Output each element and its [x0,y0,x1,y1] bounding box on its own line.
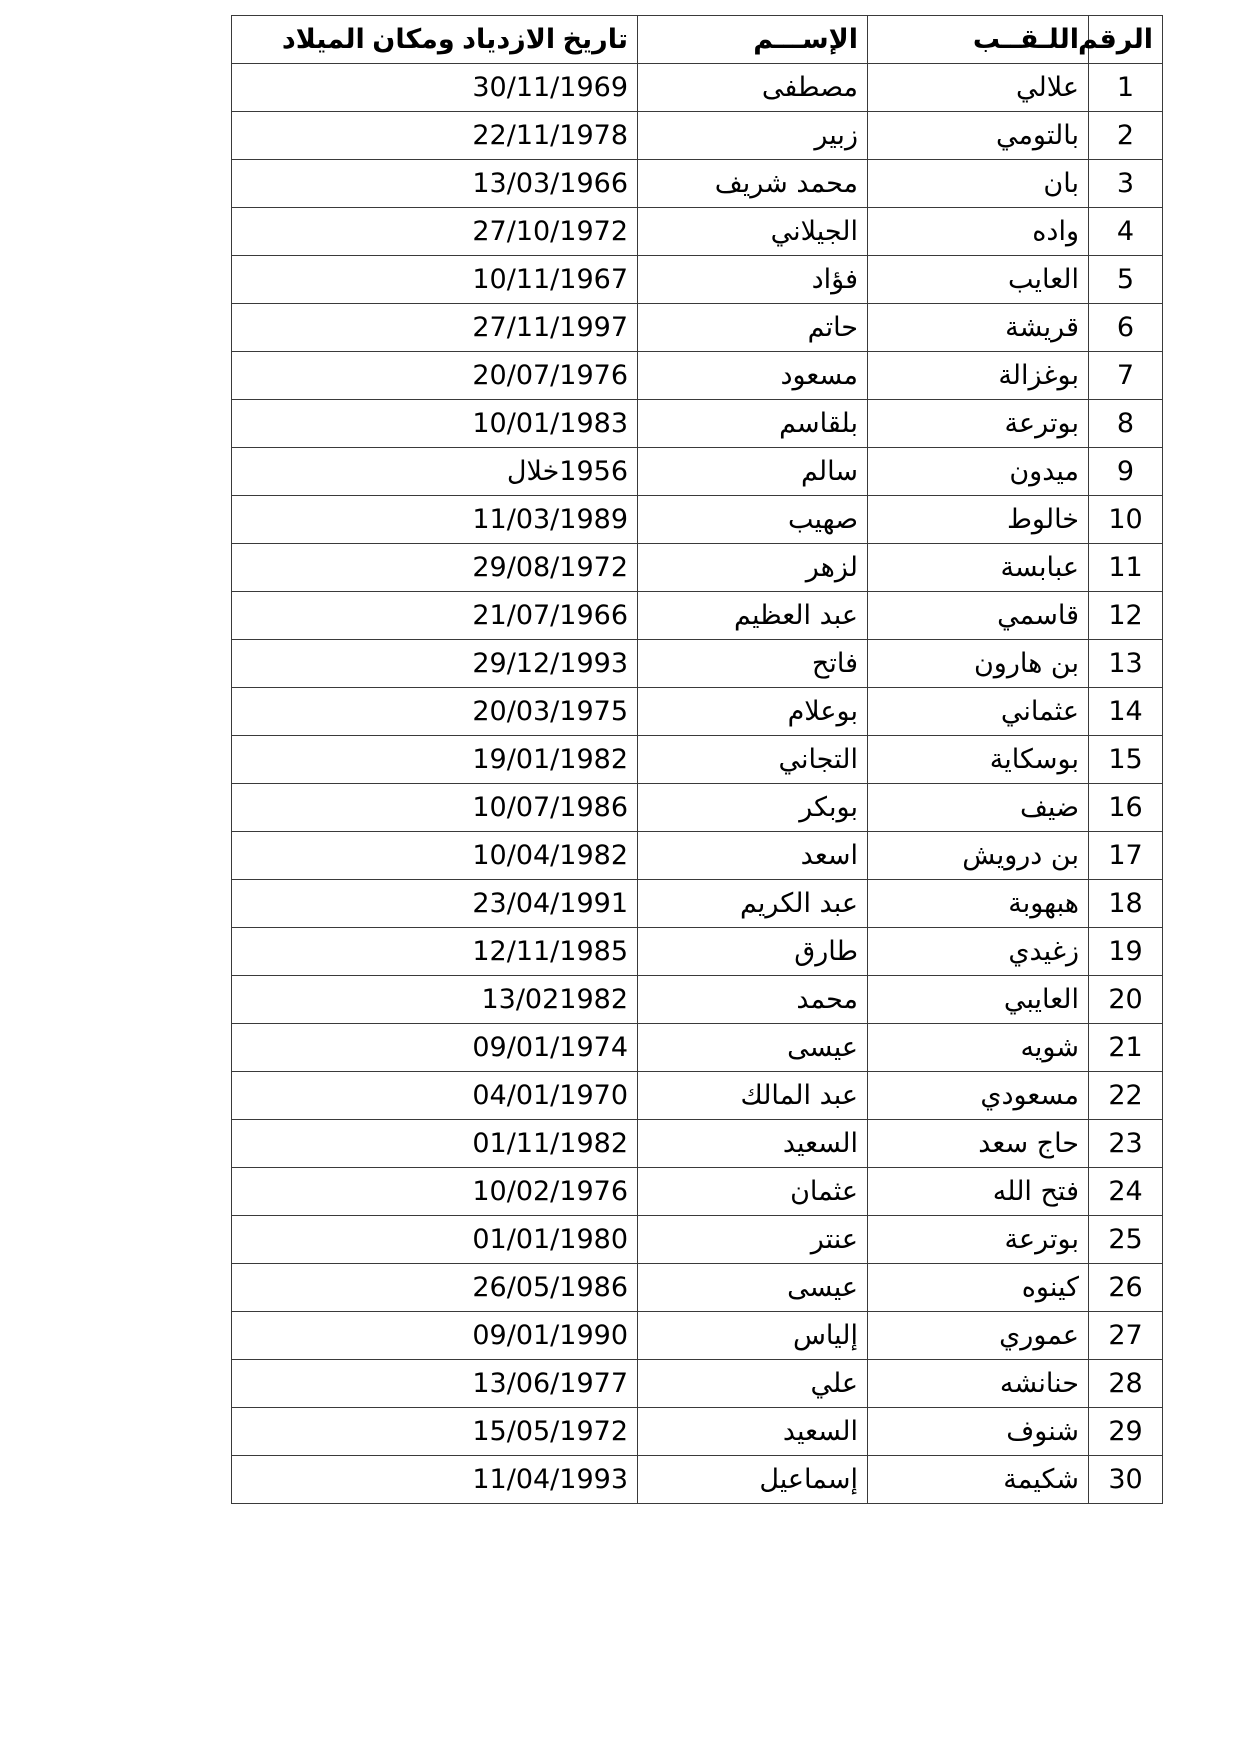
row-number: 20 [1089,976,1163,1024]
row-first-name: حاتم [638,304,868,352]
row-first-name: عبد المالك [638,1072,868,1120]
row-number: 27 [1089,1312,1163,1360]
row-birth-date [232,1120,638,1168]
row-birth-date [232,640,638,688]
row-last-name: هبهوبة [868,880,1089,928]
birth-date-text: 10/01/1983 [472,408,628,439]
row-first-name: الجيلاني [638,208,868,256]
birth-date-text: 26/05/1986 [472,1272,628,1303]
birth-date-text: 23/04/1991 [472,888,628,919]
row-birth-date [232,688,638,736]
row-last-name: العايبي [868,976,1089,1024]
table-row [232,544,1163,592]
table-row [232,1408,1163,1456]
row-number: 22 [1089,1072,1163,1120]
header-first-name: الإســـم [638,16,868,64]
row-first-name: عيسى [638,1264,868,1312]
row-first-name: زبير [638,112,868,160]
table-row [232,688,1163,736]
table-row [232,1024,1163,1072]
row-birth-date [232,256,638,304]
row-birth-date [232,784,638,832]
table-row [232,64,1163,112]
table-row [232,976,1163,1024]
row-last-name: بوغزالة [868,352,1089,400]
table-body [232,64,1163,1504]
row-first-name: طارق [638,928,868,976]
row-first-name: اسعد [638,832,868,880]
row-first-name: محمد شريف [638,160,868,208]
row-number: 4 [1089,208,1163,256]
row-last-name: واده [868,208,1089,256]
table-row [232,928,1163,976]
row-last-name: ميدون [868,448,1089,496]
birth-date-text: 20/07/1976 [472,360,628,391]
table-row [232,640,1163,688]
birth-date-text: 01/11/1982 [472,1128,628,1159]
table-row [232,1168,1163,1216]
table-row [232,496,1163,544]
header-birth-date-place: تاريخ الازدياد ومكان الميلاد [232,16,638,64]
row-first-name: سالم [638,448,868,496]
row-first-name: علي [638,1360,868,1408]
row-first-name: محمد [638,976,868,1024]
row-birth-date [232,1024,638,1072]
table-row [232,1312,1163,1360]
row-birth-date [232,1168,638,1216]
row-number: 30 [1089,1456,1163,1504]
table-row [232,1264,1163,1312]
table-row [232,832,1163,880]
row-birth-date [232,592,638,640]
birth-date-text: 04/01/1970 [472,1080,628,1111]
row-number: 1 [1089,64,1163,112]
row-number: 11 [1089,544,1163,592]
row-first-name: التجاني [638,736,868,784]
row-number: 29 [1089,1408,1163,1456]
birth-date-text: 22/11/1978 [472,120,628,151]
row-last-name: شنوف [868,1408,1089,1456]
row-last-name: قريشة [868,304,1089,352]
row-number: 7 [1089,352,1163,400]
birth-date-text: 21/07/1966 [472,600,628,631]
row-number: 21 [1089,1024,1163,1072]
row-birth-date [232,64,638,112]
birth-date-text: 27/10/1972 [472,216,628,247]
row-last-name: عثماني [868,688,1089,736]
birth-date-text: 12/11/1985 [472,936,628,967]
row-birth-date [232,208,638,256]
row-number: 15 [1089,736,1163,784]
row-number: 19 [1089,928,1163,976]
table-row [232,352,1163,400]
row-birth-date [232,1072,638,1120]
row-birth-date [232,1216,638,1264]
birth-date-text: 19/01/1982 [472,744,628,775]
row-last-name: بوترعة [868,400,1089,448]
table-header-row [232,16,1163,64]
row-last-name: عبابسة [868,544,1089,592]
birth-date-text: 10/02/1976 [472,1176,628,1207]
row-first-name: إسماعيل [638,1456,868,1504]
birth-date-text: 01/01/1980 [472,1224,628,1255]
birth-date-text: 11/04/1993 [472,1464,628,1495]
row-last-name: فتح الله [868,1168,1089,1216]
row-birth-date [232,496,638,544]
table-row [232,160,1163,208]
row-birth-date [232,928,638,976]
table-row [232,736,1163,784]
row-number: 25 [1089,1216,1163,1264]
birth-date-text: 10/11/1967 [472,264,628,295]
table-row [232,592,1163,640]
row-last-name: العايب [868,256,1089,304]
row-first-name: عبد الكريم [638,880,868,928]
row-birth-date [232,400,638,448]
row-last-name: مسعودي [868,1072,1089,1120]
row-number: 14 [1089,688,1163,736]
row-first-name: عثمان [638,1168,868,1216]
table-row [232,208,1163,256]
row-number: 26 [1089,1264,1163,1312]
row-number: 2 [1089,112,1163,160]
table-row [232,1216,1163,1264]
row-first-name: عبد العظيم [638,592,868,640]
row-birth-date [232,736,638,784]
row-number: 12 [1089,592,1163,640]
table-row [232,1120,1163,1168]
row-first-name: السعيد [638,1120,868,1168]
birth-date-text: 13/03/1966 [472,168,628,199]
row-first-name: صهيب [638,496,868,544]
row-birth-date [232,1264,638,1312]
row-first-name: إلياس [638,1312,868,1360]
row-last-name: بن هارون [868,640,1089,688]
row-first-name: مسعود [638,352,868,400]
row-first-name: بوعلام [638,688,868,736]
row-number: 18 [1089,880,1163,928]
row-birth-date [232,832,638,880]
birth-date-text: 20/03/1975 [472,696,628,727]
row-number: 16 [1089,784,1163,832]
row-birth-date [232,544,638,592]
row-birth-date [232,304,638,352]
row-number: 8 [1089,400,1163,448]
table-row [232,256,1163,304]
row-first-name: عنتر [638,1216,868,1264]
row-last-name: حاج سعد [868,1120,1089,1168]
row-first-name: مصطفى [638,64,868,112]
row-last-name: زغيدي [868,928,1089,976]
row-birth-date [232,880,638,928]
row-birth-date [232,448,638,496]
table-row [232,880,1163,928]
row-birth-date [232,1408,638,1456]
birth-date-text: 30/11/1969 [472,72,628,103]
row-first-name: لزهر [638,544,868,592]
table-row [232,112,1163,160]
row-number: 13 [1089,640,1163,688]
row-last-name: علالي [868,64,1089,112]
table-row [232,304,1163,352]
row-last-name: خالوط [868,496,1089,544]
birth-date-text: 13/021982 [481,984,628,1015]
birth-date-text: 09/01/1974 [472,1032,628,1063]
row-birth-date [232,160,638,208]
row-birth-date [232,1456,638,1504]
table-row [232,400,1163,448]
birth-date-text: 10/04/1982 [472,840,628,871]
row-number: 17 [1089,832,1163,880]
row-last-name: شويه [868,1024,1089,1072]
row-last-name: بوسكاية [868,736,1089,784]
row-first-name: السعيد [638,1408,868,1456]
row-last-name: عموري [868,1312,1089,1360]
birth-date-text: 10/07/1986 [472,792,628,823]
birth-date-text: 1956خلال [506,456,628,487]
row-first-name: بلقاسم [638,400,868,448]
row-last-name: بن درويش [868,832,1089,880]
row-last-name: شكيمة [868,1456,1089,1504]
table-row [232,1360,1163,1408]
birth-date-text: 29/12/1993 [472,648,628,679]
personnel-table [231,15,1163,1504]
row-last-name: بوترعة [868,1216,1089,1264]
row-number: 3 [1089,160,1163,208]
row-number: 24 [1089,1168,1163,1216]
birth-date-text: 15/05/1972 [472,1416,628,1447]
table-row [232,784,1163,832]
row-first-name: بوبكر [638,784,868,832]
header-number: الرقم [1089,16,1163,64]
row-number: 28 [1089,1360,1163,1408]
table-row [232,1072,1163,1120]
row-number: 5 [1089,256,1163,304]
row-last-name: بان [868,160,1089,208]
row-birth-date [232,976,638,1024]
table-row [232,448,1163,496]
row-last-name: بالتومي [868,112,1089,160]
row-last-name: كينوه [868,1264,1089,1312]
table-row [232,1456,1163,1504]
birth-date-text: 27/11/1997 [472,312,628,343]
row-last-name: ضيف [868,784,1089,832]
birth-date-text: 29/08/1972 [472,552,628,583]
row-birth-date [232,112,638,160]
row-first-name: فاتح [638,640,868,688]
row-number: 9 [1089,448,1163,496]
row-last-name: قاسمي [868,592,1089,640]
header-last-name: اللـقــب [868,16,1089,64]
row-last-name: حنانشه [868,1360,1089,1408]
birth-date-text: 11/03/1989 [472,504,628,535]
birth-date-text: 09/01/1990 [472,1320,628,1351]
row-first-name: عيسى [638,1024,868,1072]
birth-date-text: 13/06/1977 [472,1368,628,1399]
row-number: 6 [1089,304,1163,352]
row-birth-date [232,1360,638,1408]
row-number: 23 [1089,1120,1163,1168]
row-birth-date [232,1312,638,1360]
row-birth-date [232,352,638,400]
row-first-name: فؤاد [638,256,868,304]
row-number: 10 [1089,496,1163,544]
